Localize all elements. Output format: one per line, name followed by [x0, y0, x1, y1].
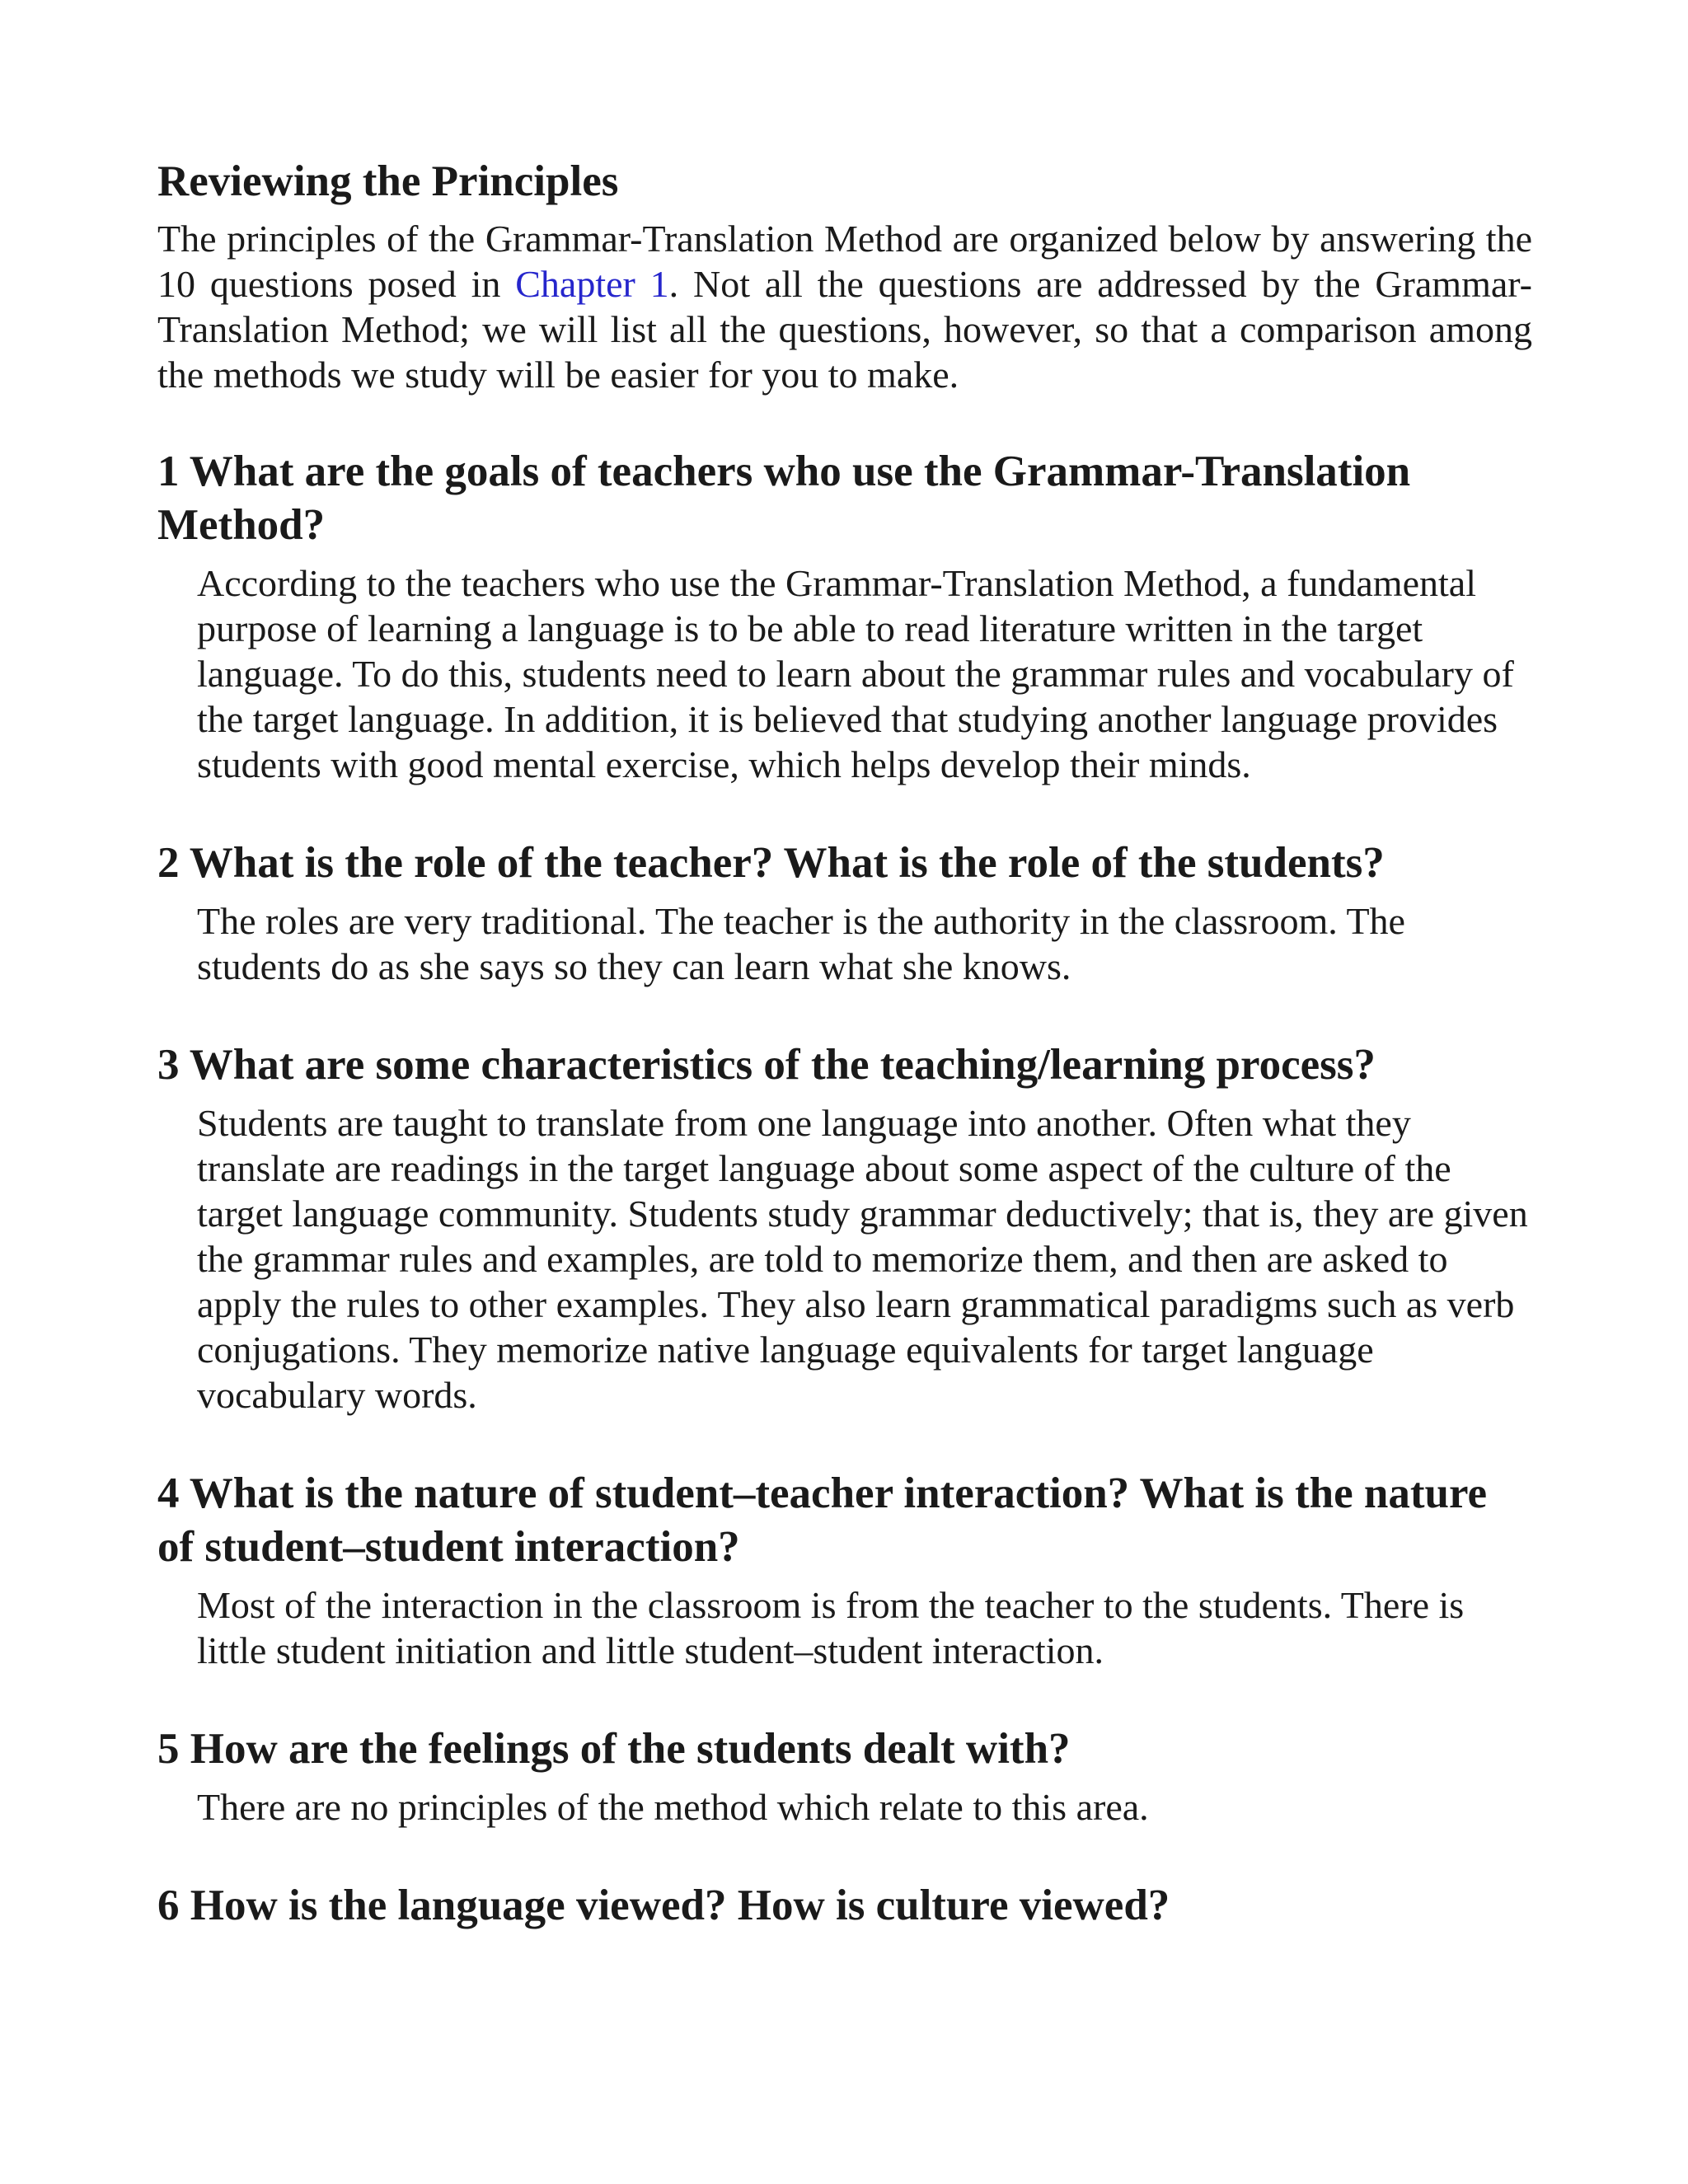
question-heading: 2 What is the role of the teacher? What is the role of the students? [157, 839, 1385, 887]
question-answer: Students are taught to translate from one language into another. Often what they translate are readings in the target language about some aspect of the culture of the target language community. Students study grammar deductively; that is, they are given the grammar rules and examples, are told to memorize them, and then are asked to apply the rules to other examples. They also learn grammatical paradigms such as verb conjugations. They memorize native language equivalents for target language vocabulary words. [197, 1102, 1528, 1416]
question-heading: 5 How are the feelings of the students dealt with? [157, 1725, 1071, 1773]
intro-text-after-link: . Not all the questions are addressed by the Grammar-Translation Method; we will list all the questions, however, so that a comparison among the methods we study will be easier for you to make. [157, 263, 1532, 396]
question-heading: 1 What are the goals of teachers who use the Grammar-Translation Method? [157, 448, 1411, 549]
question-section-4 [157, 1467, 1532, 1673]
page-title: Reviewing the Principles [157, 157, 619, 205]
question-heading: 6 How is the language viewed? How is culture viewed? [157, 1882, 1170, 1929]
intro-text-before-link: The principles of the Grammar-Translation Method are organized below by answering the 10 questions posed in [157, 218, 1532, 305]
intro-paragraph [157, 216, 1532, 397]
question-answer: The roles are very traditional. The teacher is the authority in the classroom. The students do as she says so they can learn what she knows. [197, 900, 1405, 987]
question-section-3 [157, 1038, 1532, 1418]
document-page [157, 157, 1532, 1941]
question-answer: Most of the interaction in the classroom is from the teacher to the students. There is little student initiation and little student–student interaction. [197, 1584, 1465, 1671]
question-heading: 4 What is the nature of student–teacher interaction? What is the nature of student–student interaction? [157, 1469, 1488, 1571]
question-section-5 [157, 1722, 1532, 1830]
question-heading: 3 What are some characteristics of the teaching/learning process? [157, 1041, 1376, 1089]
question-section-2 [157, 837, 1532, 989]
question-answer: There are no principles of the method which relate to this area. [197, 1786, 1149, 1828]
question-section-6 [157, 1879, 1532, 1933]
chapter-link[interactable]: Chapter 1 [515, 263, 669, 305]
question-section-1 [157, 445, 1532, 787]
question-answer: According to the teachers who use the Grammar-Translation Method, a fundamental purpose of learning a language is to be able to read literature written in the target language. To do this, students need to learn about the grammar rules and vocabulary of the target language. In addition, it is believed that studying another language provides students with good mental exercise, which helps develop their minds. [197, 562, 1514, 785]
